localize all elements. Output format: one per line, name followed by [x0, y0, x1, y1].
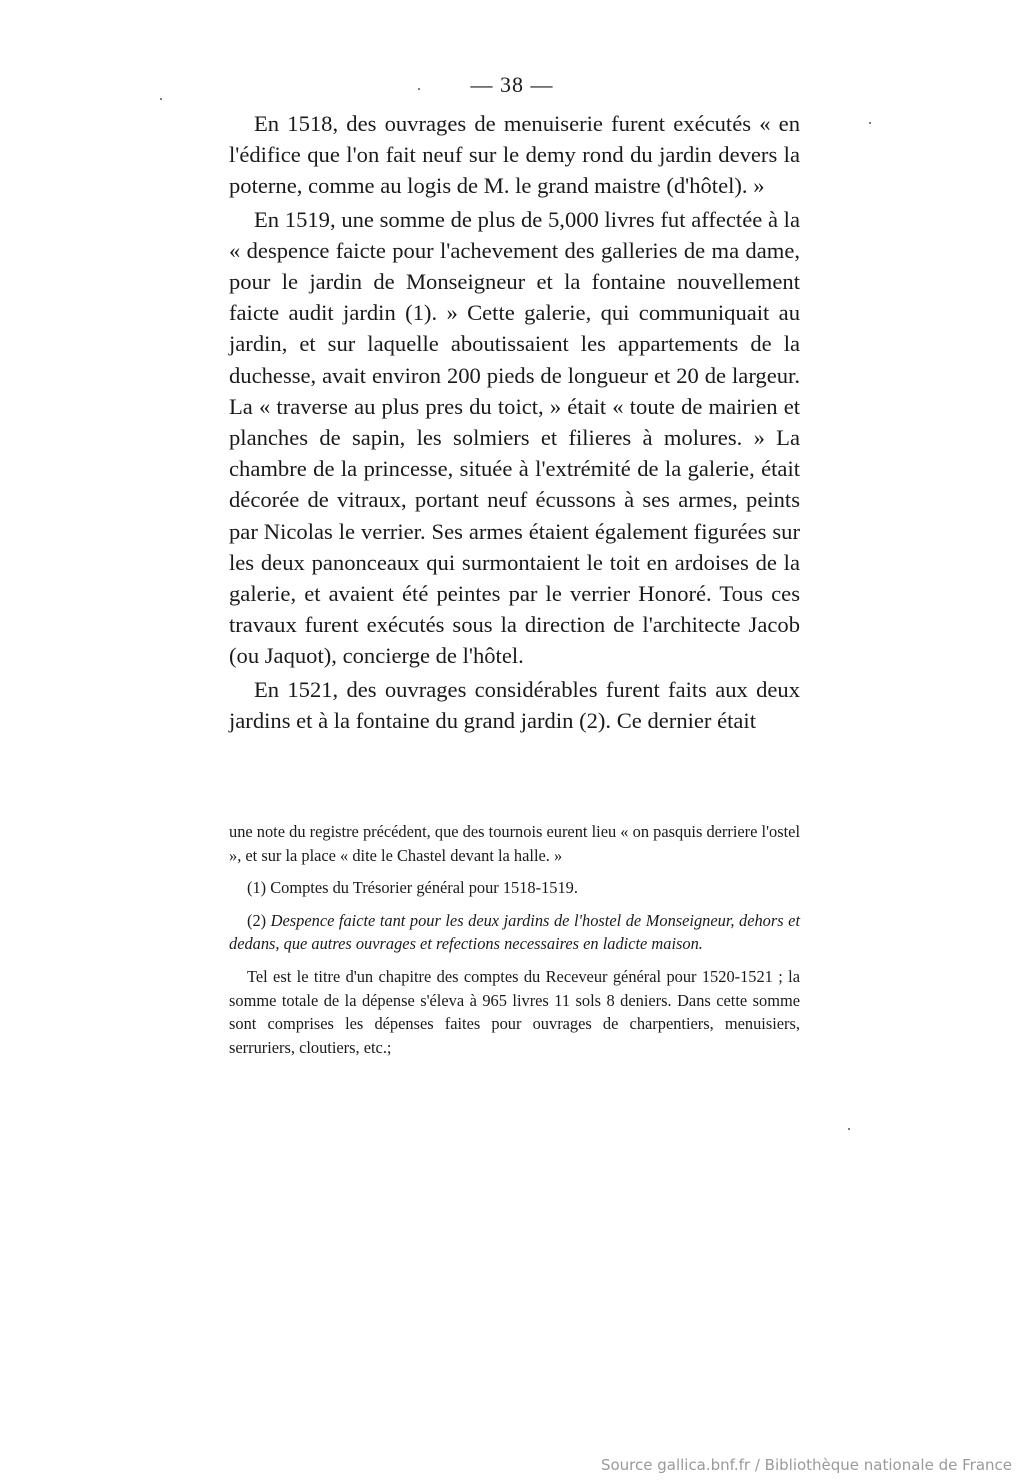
- paragraph-1521: En 1521, des ouvrages considérables furent faits aux deux jardins et à la fontaine du grand jardin (2). Ce dernier était: [229, 676, 800, 733]
- main-text: [229, 108, 800, 738]
- scan-speck: [160, 98, 162, 100]
- scan-speck: [418, 88, 420, 90]
- footnote-2: [229, 909, 800, 956]
- scan-speck: [848, 1128, 850, 1130]
- footnote-2-marker: (2): [247, 910, 267, 930]
- paragraph-1519: En 1519, une somme de plus de 5,000 livres fut affectée à la « despence faicte pour l'achevement des galleries de ma dame, pour le jardin de Monseigneur et la fontaine nouvellement faicte audit jardin (1). » Cette galerie, qui communiquait au jardin, et sur laquelle aboutissaient les appartements de la duchesse, avait environ 200 pieds de longueur et 20 de largeur. La « traverse au plus pres du toict, » était « toute de mairien et planches de sapin, les solmiers et filieres à molures. » La chambre de la princesse, située à l'extrémité de la galerie, était décorée de vitraux, portant neuf écussons à ses armes, peints par Nicolas le verrier. Ses armes étaient également figurées sur les deux panonceaux qui surmontaient le toit en ardoises de la galerie, et avaient été peintes par le verrier Honoré. Tous ces travaux furent exécutés sous la direction de l'architecte Jacob (ou Jaquot), concierge de l'hôtel.: [229, 206, 800, 669]
- footnote-1: (1) Comptes du Trésorier général pour 1518-1519.: [247, 878, 578, 898]
- footnote-2-title: Despence faicte tant pour les deux jardins de l'hostel de Monseigneur, dehors et dedans, que autres ouvrages et refections necessaires en ladicte maison.: [229, 910, 800, 954]
- source-credit: Source gallica.bnf.fr / Bibliothèque nationale de France: [600, 1456, 1012, 1474]
- page-number: — 38 —: [470, 72, 554, 97]
- footnote-continuation: une note du registre précédent, que des tournois eurent lieu « on pasquis derriere l'ostel », et sur la place « dite le Chastel devant la halle. »: [229, 822, 800, 865]
- scan-speck: [869, 122, 871, 124]
- footnotes: [229, 820, 800, 1059]
- footnote-2-text: Tel est le titre d'un chapitre des comptes du Receveur général pour 1520-1521 ; la somme totale de la dépense s'éleva à 965 livres 11 sols 8 deniers. Dans cette somme sont comprises les dépenses faites pour ouvrages de charpentiers, menuisiers, serruriers, cloutiers, etc.;: [229, 966, 800, 1057]
- paragraph-1518: En 1518, des ouvrages de menuiserie furent exécutés « en l'édifice que l'on fait neuf sur le demy rond du jardin devers la poterne, comme au logis de M. le grand maistre (d'hôtel). »: [229, 111, 800, 199]
